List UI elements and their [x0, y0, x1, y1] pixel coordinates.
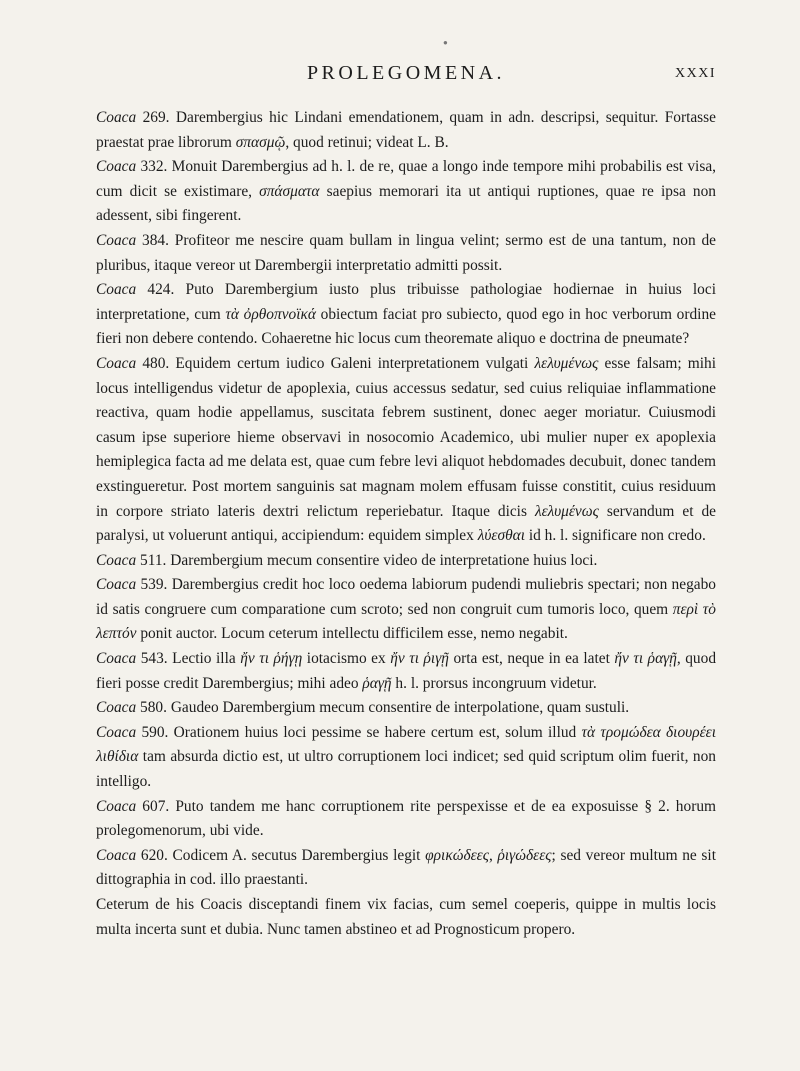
entry-coaca-332: Coaca 332. Monuit Darembergius ad h. l. de re, quae a longo inde tempore mihi probabilis est visa, cum dicit se existimare, σπάσματα saepius memorari ita ut antiqui ruptiones, quae re ipsa non adessent, sibi fingerent.	[96, 158, 716, 225]
entry-label: Coaca	[96, 551, 137, 569]
ink-mark: ●	[443, 38, 448, 47]
closing-paragraph: Ceterum de his Coacis disceptandi finem vix facias, cum semel coeperis, quippe in multis locis multa incerta sunt et dubia. Nunc tamen abstineo et ad Prognosticum propero.	[96, 896, 716, 938]
entry-label: Coaca	[96, 281, 137, 299]
entry-label: Coaca	[96, 797, 137, 815]
entry-coaca-620: Coaca 620. Codicem A. secutus Darembergius legit φρικώδεες, ῥιγώδεες; sed vereor multum ne sit dittographia in cod. illo praestanti.	[96, 846, 716, 889]
entry-label: Coaca	[96, 109, 137, 126]
entry-label: Coaca	[96, 231, 137, 249]
entry-label: Coaca	[96, 354, 137, 372]
entry-label: Coaca	[96, 846, 137, 864]
greek-term: ἤν τι ῥιγῇ	[390, 650, 449, 668]
entry-coaca-384: Coaca 384. Profiteor me nescire quam bullam in lingua velint; sermo est de una tantum, non de pluribus, itaque vereor ut Darembergii interpretatio admitti possit.	[96, 231, 716, 274]
entry-label: Coaca	[96, 158, 137, 176]
entry-coaca-480: Coaca 480. Equidem certum iudico Galeni interpretationem vulgati λελυμένως esse falsam; mihi locus intelligendus videtur de apoplexia, cuius accessus sedatur, sed cuius reliquiae inflammatione reactiva, quam hodie appellamus, suscitata febrem sustinent, donec aeger moriatur. Cuiusmodi casum ipse superiore hieme observavi in nosocomio Academico, ubi mulier nuper ex apoplexia hemiplegica facta ad me delata est, quae cum febre levi aliquot hebdomades decubuit, donec tandem exstingueretur. Post mortem sanguinis sat magnam molem effusam fuisse constitit, cuius residuum in corpore striato lateris dextri relictum reperiebatur. Itaque dicis λελυμένως servandum et de paralysi, ut voluerunt antiqui, accipiendum: equidem simplex λύεσθαι id h. l. significare non credo.	[96, 354, 716, 545]
entry-coaca-607: Coaca 607. Puto tandem me hanc corruptionem rite perspexisse et de ea exposuisse § 2. horum prolegomenorum, ubi vide.	[96, 797, 716, 840]
greek-term: ἤν τι ῥαγῇ	[614, 650, 677, 668]
entry-coaca-590: Coaca 590. Orationem huius loci pessime se habere certum est, solum illud τὰ τρομώδεα διουρέει λιθίδια tam absurda dictio est, ut ultro corruptionem loci indicet; sed quid scriptum olim fuerit, non intelligo.	[96, 723, 716, 791]
greek-term: σπασμῷ	[235, 133, 286, 151]
running-title: PROLEGOMENA.	[306, 62, 506, 84]
greek-term: ῥαγῇ	[362, 674, 392, 692]
greek-term: τὰ ὀρθοπνοϊκά	[225, 305, 316, 323]
body-text	[96, 106, 716, 942]
page-number: XXXI	[675, 66, 716, 81]
entry-coaca-543: Coaca 543. Lectio illa ἤν τι ῥήγῃ iotacismo ex ἤν τι ῥιγῇ orta est, neque in ea latet ἤν τι ῥαγῇ, quod fieri posse credit Darembergius; mihi adeo ῥαγῇ h. l. prorsus incongruum videtur.	[96, 650, 717, 692]
entry-coaca-580: Coaca 580. Gaudeo Darembergium mecum consentire de interpolatione, quam sustuli.	[96, 699, 630, 717]
entry-label: Coaca	[96, 699, 137, 717]
entry-label: Coaca	[96, 576, 137, 594]
entry-coaca-424: Coaca 424. Puto Darembergium iusto plus tribuisse pathologiae hodiernae in huius loci interpretatione, cum τὰ ὀρθοπνοϊκά obiectum faciat pro subiecto, quod ego in hoc verborum ordine fieri non debere contendo. Cohaeretne hic locus cum theoremate aliquo e doctrina de pneumate?	[96, 281, 716, 348]
entry-coaca-511: Coaca 511. Darembergium mecum consentire video de interpretatione huius loci.	[96, 551, 598, 569]
entry-label: Coaca	[96, 723, 137, 741]
entry-coaca-269: Coaca 269. Darembergius hic Lindani emendationem, quam in adn. descripsi, sequitur. Fortasse praestat prae librorum σπασμῷ, quod retinui; videat L. B.	[96, 109, 716, 151]
greek-term: λύεσθαι	[477, 527, 525, 545]
page-header	[96, 62, 716, 92]
greek-term: σπάσματα	[259, 182, 320, 200]
greek-term: λελυμένως	[534, 354, 599, 372]
greek-term: ἤν τι ῥήγῃ	[240, 650, 303, 668]
entry-label: Coaca	[96, 650, 137, 668]
entry-coaca-539: Coaca 539. Darembergius credit hoc loco oedema labiorum pudendi muliebris spectari; non negabo id satis congruere cum comparatione cum scroto; sed non congruit cum tumoris loco, quem περὶ τὸ λεπτόν ponit auctor. Locum ceterum intellectu difficilem esse, nemo negabit.	[96, 576, 716, 643]
greek-term: λελυμένως	[534, 502, 599, 520]
greek-term: ῥιγώδεες	[497, 846, 552, 864]
greek-term: τὰ τρομώδεα διουρέει λιθίδια	[96, 723, 716, 766]
greek-term: φρικώδεες	[425, 846, 489, 864]
greek-term: περὶ τὸ λεπτόν	[96, 600, 716, 643]
